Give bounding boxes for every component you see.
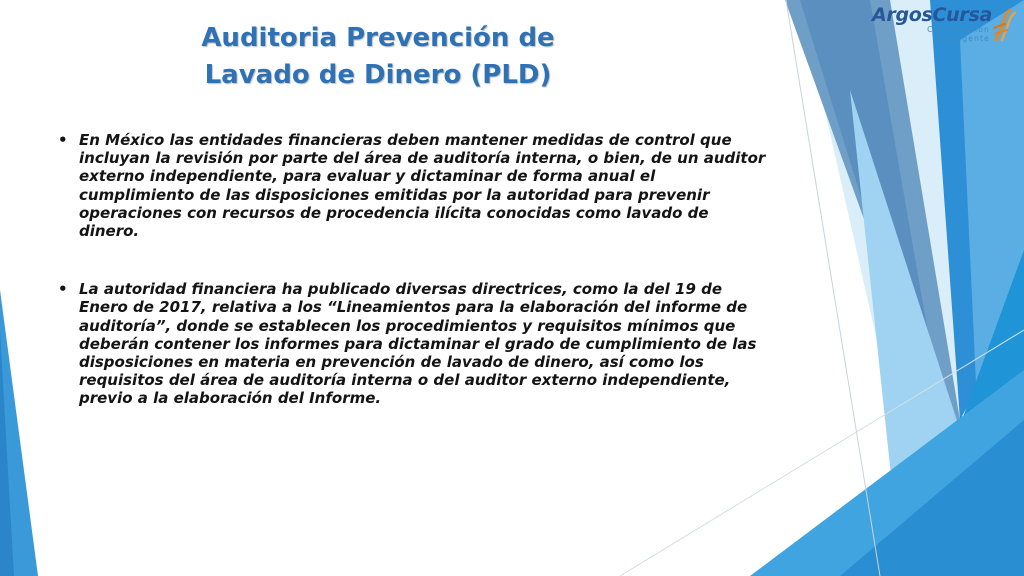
- logo-tagline-line-1: Capacitación: [927, 25, 990, 34]
- bullet-marker: •: [58, 131, 68, 149]
- slide-title: [150, 20, 606, 94]
- slide-title-line-2: Lavado de Dinero (PLD): [204, 60, 552, 90]
- logo-tagline: [927, 25, 990, 43]
- logo-tagline-line-2: Inteligente: [936, 34, 990, 43]
- logo-name: ArgosCursa: [872, 4, 993, 26]
- bullet-item-2: [58, 280, 768, 407]
- argoscursa-logo: [872, 4, 1020, 46]
- bullet-list: [58, 131, 768, 408]
- bullet-text-2: La autoridad financiera ha publicado diversas directrices, como la del 19 de Enero de 2017, relativa a los “Lineamientos para la elaboración del informe de auditoría”, donde se establecen los procedimientos y requisitos mínimos que deberán contener los informes para dictaminar el grado de cumplimiento de las disposiciones en materia en prevención de lavado de dinero, así como los requisitos del área de auditoría interna o del auditor externo independiente, previo a la elaboración del Informe.: [79, 280, 757, 408]
- bullet-marker: •: [58, 280, 68, 299]
- bullet-text-1: En México las entidades financieras deben mantener medidas de control que incluyan la revisión por parte del área de auditoría interna, o bien, de un auditor externo independiente, para evaluar y dictaminar de forma anual el cumplimiento de las disposiciones emitidas por la autoridad para prevenir operaciones con recursos de procedencia ilícita conocidas como lavado de dinero.: [79, 131, 766, 241]
- bullet-item-1: [58, 131, 768, 240]
- slide-title-line-1: Auditoria Prevención de: [201, 23, 555, 53]
- hand-logo-icon: [992, 6, 1018, 42]
